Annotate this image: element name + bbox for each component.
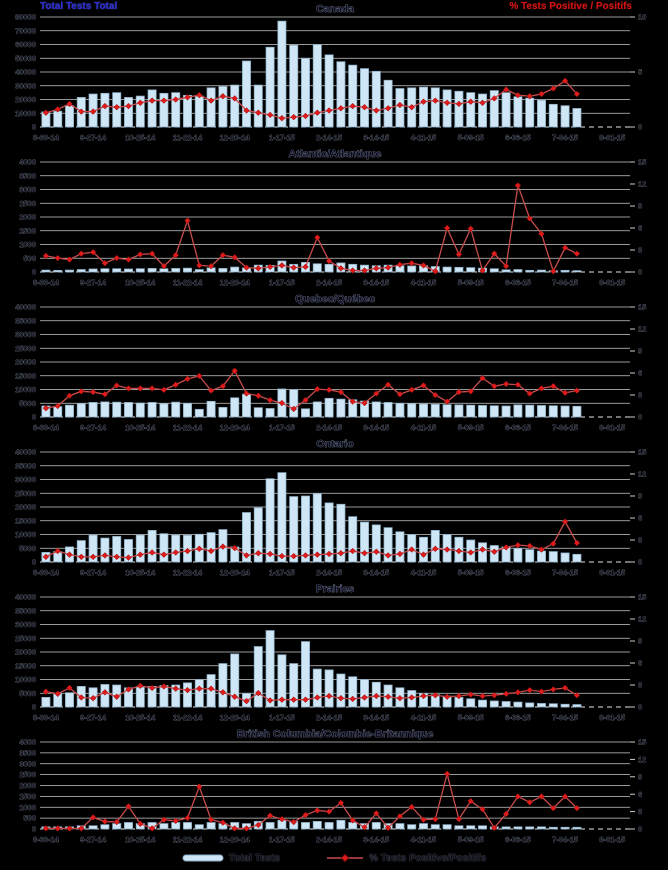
svg-text:11-22-14: 11-22-14 bbox=[172, 568, 203, 577]
svg-text:8-01-15: 8-01-15 bbox=[599, 278, 626, 287]
svg-text:8-01-15: 8-01-15 bbox=[599, 133, 626, 142]
svg-text:12: 12 bbox=[638, 179, 647, 189]
svg-text:0: 0 bbox=[638, 702, 643, 712]
svg-text:2500: 2500 bbox=[19, 198, 36, 208]
svg-text:500: 500 bbox=[23, 813, 36, 823]
svg-text:500: 500 bbox=[23, 253, 36, 263]
svg-text:3-14-15: 3-14-15 bbox=[363, 568, 390, 577]
svg-text:40000: 40000 bbox=[15, 302, 36, 312]
svg-text:5000: 5000 bbox=[19, 688, 36, 698]
svg-text:5-09-15: 5-09-15 bbox=[457, 568, 484, 577]
svg-text:8-01-15: 8-01-15 bbox=[599, 568, 626, 577]
svg-text:5-09-15: 5-09-15 bbox=[457, 133, 484, 142]
svg-text:9-27-14: 9-27-14 bbox=[80, 278, 107, 287]
svg-text:1-17-15: 1-17-15 bbox=[268, 423, 295, 432]
total-tests-bars bbox=[42, 261, 581, 272]
svg-text:9-27-14: 9-27-14 bbox=[80, 835, 107, 844]
svg-text:5000: 5000 bbox=[19, 398, 36, 408]
svg-text:3: 3 bbox=[638, 390, 643, 400]
svg-text:Prairies: Prairies bbox=[315, 583, 355, 595]
panel-quebec-chart bbox=[0, 290, 668, 435]
svg-text:12: 12 bbox=[638, 469, 647, 479]
svg-text:2-14-15: 2-14-15 bbox=[316, 278, 343, 287]
svg-text:20000: 20000 bbox=[15, 647, 36, 657]
svg-text:0: 0 bbox=[31, 824, 36, 834]
svg-text:40000: 40000 bbox=[15, 592, 36, 602]
gridlines bbox=[40, 307, 630, 417]
svg-text:9-27-14: 9-27-14 bbox=[80, 713, 107, 722]
svg-text:2500: 2500 bbox=[19, 770, 36, 780]
svg-text:0: 0 bbox=[31, 122, 36, 132]
svg-text:6-06-15: 6-06-15 bbox=[504, 133, 531, 142]
svg-text:7-04-15: 7-04-15 bbox=[552, 568, 579, 577]
svg-text:1000: 1000 bbox=[19, 802, 36, 812]
svg-text:10-25-14: 10-25-14 bbox=[125, 835, 156, 844]
left-axis-labels bbox=[15, 303, 36, 422]
left-axis-labels bbox=[19, 738, 36, 834]
total-tests-swatch-icon bbox=[182, 853, 224, 863]
svg-text:4-11-15: 4-11-15 bbox=[410, 133, 437, 142]
svg-text:9: 9 bbox=[638, 491, 643, 501]
svg-text:6-06-15: 6-06-15 bbox=[504, 423, 531, 432]
panel-canada-chart bbox=[0, 0, 668, 145]
svg-text:9-27-14: 9-27-14 bbox=[80, 423, 107, 432]
svg-text:15000: 15000 bbox=[15, 371, 36, 381]
svg-text:15: 15 bbox=[638, 157, 647, 167]
svg-text:35000: 35000 bbox=[15, 461, 36, 471]
svg-text:3: 3 bbox=[638, 807, 643, 817]
svg-text:3: 3 bbox=[638, 245, 643, 255]
svg-text:7-04-15: 7-04-15 bbox=[552, 835, 579, 844]
svg-text:3-14-15: 3-14-15 bbox=[363, 835, 390, 844]
svg-text:30000: 30000 bbox=[15, 81, 36, 91]
svg-text:5-09-15: 5-09-15 bbox=[457, 835, 484, 844]
svg-text:7-04-15: 7-04-15 bbox=[552, 278, 579, 287]
svg-text:15000: 15000 bbox=[15, 661, 36, 671]
svg-text:40000: 40000 bbox=[15, 67, 36, 77]
svg-text:3500: 3500 bbox=[19, 171, 36, 181]
panel-prairies-chart bbox=[0, 580, 668, 725]
svg-text:9-27-14: 9-27-14 bbox=[80, 133, 107, 142]
svg-text:25000: 25000 bbox=[15, 343, 36, 353]
svg-text:2-14-15: 2-14-15 bbox=[316, 568, 343, 577]
svg-text:9: 9 bbox=[638, 201, 643, 211]
right-axis-labels bbox=[630, 13, 646, 132]
svg-text:6: 6 bbox=[638, 658, 643, 668]
svg-text:10-25-14: 10-25-14 bbox=[125, 713, 156, 722]
svg-text:8-30-14: 8-30-14 bbox=[32, 423, 59, 432]
svg-text:3: 3 bbox=[638, 680, 643, 690]
svg-text:12-20-14: 12-20-14 bbox=[219, 423, 250, 432]
svg-text:30000: 30000 bbox=[15, 475, 36, 485]
gridlines bbox=[40, 162, 630, 272]
svg-text:3000: 3000 bbox=[19, 185, 36, 195]
svg-text:5-09-15: 5-09-15 bbox=[457, 713, 484, 722]
svg-text:50000: 50000 bbox=[15, 53, 36, 63]
svg-text:12-20-14: 12-20-14 bbox=[219, 133, 250, 142]
svg-text:15: 15 bbox=[638, 592, 647, 602]
x-axis-labels bbox=[33, 133, 625, 142]
svg-text:3-14-15: 3-14-15 bbox=[363, 713, 390, 722]
svg-text:1-17-15: 1-17-15 bbox=[268, 133, 295, 142]
svg-text:10-25-14: 10-25-14 bbox=[125, 278, 156, 287]
svg-text:3: 3 bbox=[638, 535, 643, 545]
legend-percent-positive-label: % Tests Positive/Positifs bbox=[369, 852, 487, 864]
svg-text:8-30-14: 8-30-14 bbox=[32, 713, 59, 722]
svg-text:8-30-14: 8-30-14 bbox=[32, 835, 59, 844]
x-axis-labels bbox=[33, 423, 625, 432]
svg-text:10000: 10000 bbox=[15, 530, 36, 540]
svg-text:5-09-15: 5-09-15 bbox=[457, 423, 484, 432]
svg-text:30000: 30000 bbox=[15, 330, 36, 340]
svg-text:0: 0 bbox=[31, 267, 36, 277]
svg-text:0: 0 bbox=[638, 267, 643, 277]
svg-text:Canada: Canada bbox=[316, 3, 354, 15]
x-axis-labels bbox=[33, 835, 625, 844]
x-axis-labels bbox=[33, 713, 625, 722]
panel-title bbox=[295, 293, 375, 305]
panel-ontario-chart bbox=[0, 435, 668, 580]
svg-text:7-04-15: 7-04-15 bbox=[552, 713, 579, 722]
panel-title bbox=[289, 148, 382, 160]
svg-text:10000: 10000 bbox=[15, 385, 36, 395]
total-tests-bars bbox=[42, 631, 581, 707]
svg-text:3-14-15: 3-14-15 bbox=[363, 133, 390, 142]
svg-text:10000: 10000 bbox=[15, 675, 36, 685]
svg-text:10000: 10000 bbox=[15, 108, 36, 118]
legend-total-tests-label: Total Tests bbox=[228, 852, 281, 864]
right-axis-labels bbox=[630, 448, 646, 567]
svg-text:11-22-14: 11-22-14 bbox=[172, 133, 203, 142]
svg-text:1500: 1500 bbox=[19, 226, 36, 236]
svg-text:6: 6 bbox=[638, 368, 643, 378]
svg-text:11-22-14: 11-22-14 bbox=[172, 278, 203, 287]
svg-text:2-14-15: 2-14-15 bbox=[316, 835, 343, 844]
svg-text:11-22-14: 11-22-14 bbox=[172, 713, 203, 722]
svg-text:15: 15 bbox=[638, 302, 647, 312]
svg-text:8-01-15: 8-01-15 bbox=[599, 835, 626, 844]
svg-text:8-01-15: 8-01-15 bbox=[599, 423, 626, 432]
svg-text:0: 0 bbox=[31, 557, 36, 567]
svg-text:Ontario: Ontario bbox=[316, 438, 354, 450]
left-axis-title: Total Tests Total bbox=[40, 1, 118, 12]
svg-text:5-09-15: 5-09-15 bbox=[457, 278, 484, 287]
svg-text:3000: 3000 bbox=[19, 759, 36, 769]
left-axis-labels bbox=[19, 158, 36, 277]
svg-text:10-25-14: 10-25-14 bbox=[125, 568, 156, 577]
svg-text:1000: 1000 bbox=[19, 240, 36, 250]
svg-text:1-17-15: 1-17-15 bbox=[268, 568, 295, 577]
svg-text:6: 6 bbox=[638, 223, 643, 233]
x-axis-labels bbox=[33, 568, 625, 577]
svg-text:3-14-15: 3-14-15 bbox=[363, 423, 390, 432]
svg-text:6-06-15: 6-06-15 bbox=[504, 568, 531, 577]
svg-text:11-22-14: 11-22-14 bbox=[172, 423, 203, 432]
svg-text:British Columbia/Colombie-Brit: British Columbia/Colombie-Britannique bbox=[236, 728, 434, 740]
svg-text:2-14-15: 2-14-15 bbox=[316, 133, 343, 142]
left-axis-labels bbox=[15, 448, 36, 567]
svg-text:12-20-14: 12-20-14 bbox=[219, 835, 250, 844]
svg-text:8-30-14: 8-30-14 bbox=[32, 278, 59, 287]
svg-text:12-20-14: 12-20-14 bbox=[219, 278, 250, 287]
svg-text:10-25-14: 10-25-14 bbox=[125, 423, 156, 432]
svg-text:3-14-15: 3-14-15 bbox=[363, 278, 390, 287]
percent-positive-line bbox=[43, 519, 580, 561]
svg-text:4-11-15: 4-11-15 bbox=[410, 835, 437, 844]
svg-text:12: 12 bbox=[638, 324, 647, 334]
svg-text:10-25-14: 10-25-14 bbox=[125, 133, 156, 142]
svg-text:Quebec/Québec: Quebec/Québec bbox=[295, 293, 375, 305]
panel-title bbox=[316, 3, 354, 15]
svg-text:15: 15 bbox=[638, 737, 647, 747]
svg-text:6: 6 bbox=[638, 513, 643, 523]
svg-text:1-17-15: 1-17-15 bbox=[268, 835, 295, 844]
svg-text:9: 9 bbox=[638, 772, 643, 782]
svg-text:5000: 5000 bbox=[19, 543, 36, 553]
svg-text:Atlantic/Atlantique: Atlantic/Atlantique bbox=[288, 148, 382, 160]
panel-title bbox=[316, 438, 353, 450]
total-tests-bars bbox=[42, 21, 581, 127]
panel-title bbox=[237, 728, 434, 740]
svg-text:6-06-15: 6-06-15 bbox=[504, 278, 531, 287]
svg-text:0: 0 bbox=[638, 122, 643, 132]
svg-text:5: 5 bbox=[638, 67, 643, 77]
svg-text:10: 10 bbox=[638, 12, 647, 22]
panel-atlantic-chart bbox=[0, 145, 668, 290]
legend-percent-positive bbox=[326, 853, 486, 864]
right-axis-title: % Tests Positive / Positifs bbox=[509, 1, 632, 12]
svg-text:8-30-14: 8-30-14 bbox=[32, 133, 59, 142]
svg-text:2-14-15: 2-14-15 bbox=[316, 423, 343, 432]
svg-text:8-30-14: 8-30-14 bbox=[32, 568, 59, 577]
chart-legend bbox=[0, 847, 668, 869]
percent-positive-line bbox=[43, 771, 580, 831]
right-axis-labels bbox=[630, 738, 646, 834]
svg-text:30000: 30000 bbox=[15, 620, 36, 630]
svg-text:40000: 40000 bbox=[15, 447, 36, 457]
svg-text:4-11-15: 4-11-15 bbox=[410, 713, 437, 722]
svg-text:12: 12 bbox=[638, 614, 647, 624]
svg-text:0: 0 bbox=[638, 412, 643, 422]
svg-text:0: 0 bbox=[31, 702, 36, 712]
svg-text:9: 9 bbox=[638, 346, 643, 356]
svg-text:20000: 20000 bbox=[15, 95, 36, 105]
svg-text:0: 0 bbox=[638, 557, 643, 567]
svg-text:2-14-15: 2-14-15 bbox=[316, 713, 343, 722]
svg-text:0: 0 bbox=[31, 412, 36, 422]
svg-text:6-06-15: 6-06-15 bbox=[504, 713, 531, 722]
panel-british-columbia-chart bbox=[0, 725, 668, 847]
gridlines bbox=[40, 742, 630, 829]
svg-text:1-17-15: 1-17-15 bbox=[268, 713, 295, 722]
right-axis-labels bbox=[630, 593, 646, 712]
svg-text:9-27-14: 9-27-14 bbox=[80, 568, 107, 577]
right-axis-labels bbox=[630, 158, 646, 277]
svg-text:20000: 20000 bbox=[15, 502, 36, 512]
svg-text:7-04-15: 7-04-15 bbox=[552, 423, 579, 432]
svg-text:35000: 35000 bbox=[15, 606, 36, 616]
svg-text:8-01-15: 8-01-15 bbox=[599, 713, 626, 722]
left-axis-labels bbox=[15, 13, 36, 132]
percent-positive-line-icon bbox=[326, 853, 364, 863]
svg-text:70000: 70000 bbox=[15, 26, 36, 36]
svg-text:2000: 2000 bbox=[19, 212, 36, 222]
legend-total-tests bbox=[182, 853, 280, 864]
svg-text:11-22-14: 11-22-14 bbox=[172, 835, 203, 844]
svg-text:35000: 35000 bbox=[15, 316, 36, 326]
svg-text:4-11-15: 4-11-15 bbox=[410, 278, 437, 287]
svg-text:1500: 1500 bbox=[19, 791, 36, 801]
svg-text:4000: 4000 bbox=[19, 737, 36, 747]
right-axis-labels bbox=[630, 303, 646, 422]
x-axis-labels bbox=[33, 278, 625, 287]
svg-text:25000: 25000 bbox=[15, 633, 36, 643]
svg-text:0: 0 bbox=[638, 824, 643, 834]
svg-text:15000: 15000 bbox=[15, 516, 36, 526]
svg-text:7-04-15: 7-04-15 bbox=[552, 133, 579, 142]
svg-text:9: 9 bbox=[638, 636, 643, 646]
panel-title bbox=[316, 583, 355, 595]
percent-positive-line bbox=[43, 183, 580, 275]
svg-text:4000: 4000 bbox=[19, 157, 36, 167]
svg-text:80000: 80000 bbox=[15, 12, 36, 22]
left-axis-labels bbox=[15, 593, 36, 712]
svg-text:60000: 60000 bbox=[15, 40, 36, 50]
svg-text:4-11-15: 4-11-15 bbox=[410, 423, 437, 432]
svg-text:15: 15 bbox=[638, 447, 647, 457]
svg-text:25000: 25000 bbox=[15, 488, 36, 498]
svg-text:2000: 2000 bbox=[19, 781, 36, 791]
svg-text:4-11-15: 4-11-15 bbox=[410, 568, 437, 577]
svg-text:6: 6 bbox=[638, 789, 643, 799]
svg-text:12: 12 bbox=[638, 755, 647, 764]
svg-text:12-20-14: 12-20-14 bbox=[219, 568, 250, 577]
svg-text:1-17-15: 1-17-15 bbox=[268, 278, 295, 287]
svg-text:6-06-15: 6-06-15 bbox=[504, 835, 531, 844]
svg-text:3500: 3500 bbox=[19, 748, 36, 758]
svg-text:20000: 20000 bbox=[15, 357, 36, 367]
svg-text:12-20-14: 12-20-14 bbox=[219, 713, 250, 722]
